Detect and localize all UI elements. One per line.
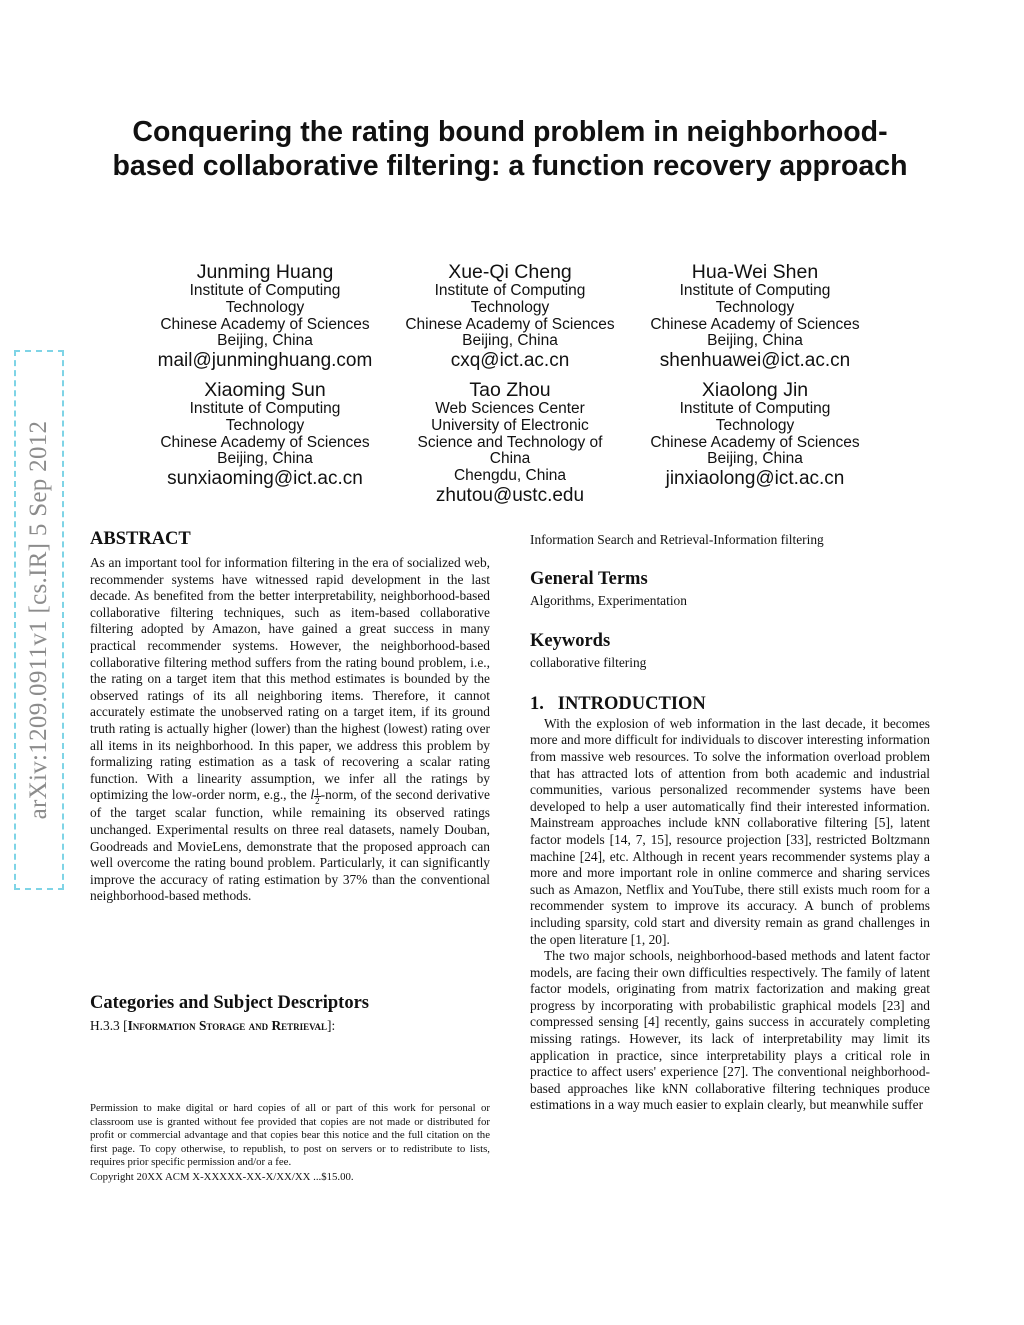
author-affiliation-line: Chinese Academy of Sciences [160, 433, 370, 451]
categories-section [90, 992, 490, 1035]
author-affiliation-line: Science and Technology of [417, 433, 603, 451]
keywords-heading: Keywords [530, 631, 611, 652]
author-affiliation-line: Beijing, China [217, 450, 313, 468]
abstract-section [90, 528, 490, 905]
categories-continuation: Information Search and Retrieval-Information filtering [530, 532, 824, 547]
fraction-numerator: 1 [315, 787, 320, 798]
author-affiliation-line: Technology [470, 298, 550, 316]
categories-heading: Categories and Subject Descriptors [90, 993, 369, 1013]
author-affiliation-line: Beijing, China [707, 450, 803, 468]
author-email: cxq@ict.ac.cn [450, 350, 570, 372]
abstract-heading: ABSTRACT [90, 529, 191, 549]
author-email: shenhuawei@ict.ac.cn [659, 350, 851, 372]
abstract-text-part: -norm, of the second derivative of the target scalar function, while remaining its observed ratings unchanged. Experimental results on three real datasets, namely Douban, Goodreads and MovieLens, demonstrate that the proposed approach can well overcome the rating bound problem. Particularly, it can significantly improve the accuracy of rating estimation by 37% than the conventional neighborhood-based methods. [90, 787, 490, 904]
copyright-text: Copyright 20XX ACM X-XXXXX-XX-X/XX/XX ...$15.00. [90, 1170, 354, 1183]
author-email: jinxiaolong@ict.ac.cn [665, 468, 845, 490]
author-name: Xue-Qi Cheng [448, 261, 572, 283]
general-terms-heading: General Terms [530, 568, 648, 589]
abstract-text-part: As an important tool for information filtering in the era of socialized web, recommender systems have witnessed rapid development in the last decade. As benefited from the better interpretability, neighborhood-based collaborative filtering techniques, such as item-based collaborative filtering adopted by Amazon, have gained a great success in many practical recommender systems. However, the neighborhood-based collaborative filtering method suffers from the rating bound problem, i.e., the rating on a target item that this method estimates is bounded by the observed ratings of its all neighboring items. Therefore, it cannot accurately estimate the unobserved rating on a target item, if its ground truth rating is actually higher (lower) than the highest (lowest) rating over all items in its neighborhood. In this paper, we address this problem by formalizing rating estimation as a task of recovering a scalar rating function. With a linearity assumption, we infer all the ratings by optimizing the low-order norm, e.g., the [90, 555, 490, 803]
author-affiliation-line: Beijing, China [707, 332, 803, 350]
fraction-denominator: 2 [315, 796, 320, 807]
categories-text [90, 1018, 490, 1035]
author-email: sunxiaoming@ict.ac.cn [167, 468, 363, 490]
author-name: Hua-Wei Shen [691, 261, 819, 283]
author-affiliation-line: Beijing, China [217, 332, 313, 350]
author-name: Xiaolong Jin [701, 379, 809, 401]
general-terms-text: Algorithms, Experimentation [530, 592, 687, 608]
author-affiliation-line: Beijing, China [462, 332, 558, 350]
author-affiliation-line: Chinese Academy of Sciences [160, 315, 370, 333]
author-name: Junming Huang [196, 261, 334, 283]
paper-title: Conquering the rating bound problem in neighborhood-based collaborative filtering: a function recovery approach [112, 116, 908, 182]
abstract-text [90, 555, 490, 905]
author-email: zhutou@ustc.edu [435, 484, 585, 506]
author-name: Tao Zhou [469, 379, 551, 401]
author-affiliation-line: Chengdu, China [453, 467, 567, 485]
author-affiliation-line: University of Electronic [431, 416, 589, 434]
author-affiliation-line: Technology [225, 298, 305, 316]
category-code: H.3.3 [ [90, 1018, 128, 1033]
permission-text: Permission to make digital or hard copies of all or part of this work for personal or classroom use is granted without fee provided that copies are not made or distributed for profit or commercial advantage and that copies bear this notice and the full citation on the first page. To copy otherwise, to republish, to post on servers or to redistribute to lists, requires prior specific permission and/or a fee. [90, 1102, 490, 1169]
author-block [625, 380, 885, 490]
introduction-paragraph: With the explosion of web information in the last decade, it becomes more and more difficult for individuals to discover interesting information from massive web resources. To solve the information overload problem that has attracted lots of attention from both academic and industrial communities, various personalized recommender systems have been developed to help a user automatically find their interested information. Mainstream approaches include kNN collaborative filtering [5], latent factor models [14, 7, 15], resource projection [33], restricted Boltzmann machine [24], etc. Although in recent years recommender systems play a more and more important role in online commerce and sharing services such as Amazon, Netflix and YouTube, there still exists much room for a recommender system to improve its accuracy. A bunch of problems including sparsity, cold start and diversity remain as grand challenges in the open literature [1, 20]. [530, 715, 930, 947]
author-affiliation-line: Web Sciences Center [435, 400, 585, 417]
author-affiliation-line: Institute of Computing [189, 282, 341, 299]
keywords-text: collaborative filtering [530, 655, 647, 671]
author-name: Xiaoming Sun [204, 379, 326, 401]
author-block [625, 262, 885, 372]
author-affiliation-line: Chinese Academy of Sciences [650, 315, 860, 333]
author-affiliation-line: Institute of Computing [189, 400, 341, 417]
permission-notice [90, 1102, 490, 1185]
author-affiliation-line: Institute of Computing [679, 282, 831, 299]
author-affiliation-line: China [489, 450, 531, 468]
author-block [135, 262, 395, 372]
author-affiliation-line: Institute of Computing [434, 282, 586, 299]
author-affiliation-line: Technology [715, 416, 795, 434]
author-affiliation-line: Chinese Academy of Sciences [650, 433, 860, 451]
math-l: l [310, 787, 315, 803]
author-affiliation-line: Technology [715, 298, 795, 316]
arxiv-id: arXiv:1209.0911v1 [cs.IR] 5 Sep 2012 [25, 420, 52, 820]
author-block [135, 380, 395, 490]
author-affiliation-line: Technology [225, 416, 305, 434]
category-suffix: ]: [326, 1018, 336, 1033]
category-label: Information Storage and Retrieval [127, 1018, 327, 1033]
author-block [380, 262, 640, 372]
introduction-paragraph: The two major schools, neighborhood-based methods and latent factor models, are facing their own difficulties respectively. The family of latent factor models, originating from matrix factorization and making great progress by incorporating with probabilistic graphical models [23] and compressed sensing [4] recently, gains success in accurately completing missing ratings. However, its lack of interpretability may limit its application in practice, since interpretability plays a critical role in practice to affect users' experience [27]. The conventional neighborhood-based approaches like kNN collaborative filtering techniques produce estimations in a way much easier to explain clearly, but meanwhile suffer [530, 948, 930, 1113]
author-affiliation-line: Institute of Computing [679, 400, 831, 417]
author-affiliation-line: Chinese Academy of Sciences [405, 315, 615, 333]
author-email: mail@junminghuang.com [157, 350, 373, 372]
arxiv-stamp [14, 350, 64, 890]
author-block [380, 380, 640, 507]
introduction-heading: 1. INTRODUCTION [530, 693, 706, 714]
right-column [530, 532, 930, 1114]
